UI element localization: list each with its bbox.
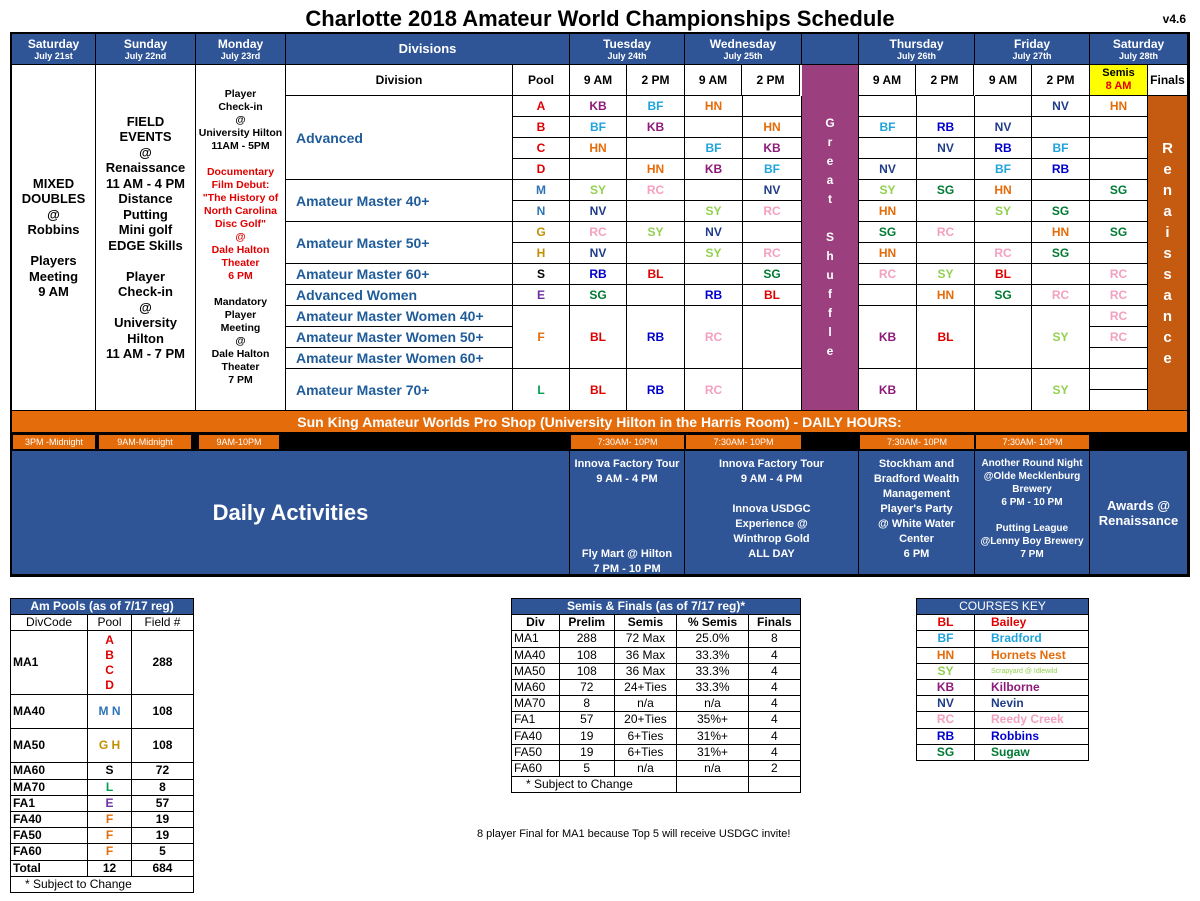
division-name: Advanced Women xyxy=(286,285,513,306)
course-cell: HN xyxy=(627,159,685,180)
pool-cell: B xyxy=(513,117,570,138)
day-header: Wednesday July 25th xyxy=(685,34,802,65)
semis-finals-table xyxy=(511,598,801,793)
course-cell: SY xyxy=(917,264,975,285)
course-cell: NV xyxy=(685,222,743,243)
course-cell: RB xyxy=(627,306,685,369)
division-name: Amateur Master 50+ xyxy=(286,222,513,264)
course-cell xyxy=(917,201,975,222)
division-name: Advanced xyxy=(286,96,513,180)
table-row: MA70 L 8 xyxy=(11,779,194,795)
course-cell: RB xyxy=(975,138,1032,159)
hours-cell: 7:30AM- 10PM xyxy=(860,435,974,449)
semis-header: Semis 8 AM xyxy=(1090,65,1148,96)
course-cell xyxy=(627,285,685,306)
pool-cell: D xyxy=(513,159,570,180)
course-cell xyxy=(975,96,1032,117)
time-header: 9 AM xyxy=(570,65,627,96)
course-cell: RC xyxy=(917,222,975,243)
schedule-grid xyxy=(10,32,1190,577)
course-cell xyxy=(917,159,975,180)
great-shuffle-column: G r e a t S h u f f l e xyxy=(802,65,859,411)
course-cell: SG xyxy=(570,285,627,306)
division-name: Amateur Master Women 40+ xyxy=(286,306,513,327)
pool-cell: S xyxy=(513,264,570,285)
course-cell: RB xyxy=(917,117,975,138)
course-cell xyxy=(627,138,685,159)
day-header: Saturday July 21st xyxy=(12,34,96,65)
pool-cell: N xyxy=(513,201,570,222)
pool-cell: M xyxy=(513,180,570,201)
course-cell xyxy=(859,96,917,117)
course-cell xyxy=(685,117,743,138)
course-cell: RC xyxy=(859,264,917,285)
table-row: SG Sugaw xyxy=(917,744,1089,760)
page-title: Charlotte 2018 Amateur World Championships Schedule xyxy=(305,6,895,31)
course-cell xyxy=(627,201,685,222)
division-name: Amateur Master 70+ xyxy=(286,369,513,411)
course-cell: HN xyxy=(917,285,975,306)
column-header: Prelim xyxy=(559,615,614,631)
divisions-header: Divisions xyxy=(286,34,570,65)
day-header: Sunday July 22nd xyxy=(96,34,196,65)
course-cell xyxy=(975,306,1032,369)
table-row: Total 12 684 xyxy=(11,860,194,876)
pool-cell: H xyxy=(513,243,570,264)
table-row: MA50 G H 108 xyxy=(11,729,194,763)
course-cell: KB xyxy=(685,159,743,180)
table-row: FA1 E 57 xyxy=(11,795,194,811)
course-cell xyxy=(1032,180,1090,201)
course-cell: SY xyxy=(570,180,627,201)
column-header: Semis xyxy=(614,615,677,631)
division-col-header: Division xyxy=(286,65,513,96)
course-cell xyxy=(685,264,743,285)
course-cell: BL xyxy=(570,369,627,411)
course-cell: KB xyxy=(570,96,627,117)
column-header: Pool xyxy=(88,615,132,631)
course-cell: RC xyxy=(1090,285,1148,306)
course-cell: RC xyxy=(1090,327,1148,348)
table-row: RB Robbins xyxy=(917,728,1089,744)
final-note: 8 player Final for MA1 because Top 5 will receive USDGC invite! xyxy=(477,828,791,840)
table-row: FA60 F 5 xyxy=(11,844,194,860)
monday-events: Player Check-in @ University Hilton 11AM - 5PM Documentary Film Debut: "The History of North Carolina Disc Golf" @ Dale Halton Theater 6 PM Mandatory Player Meeting @ Dale Halton Theater 7 PM xyxy=(196,65,286,411)
course-cell: BF xyxy=(1032,138,1090,159)
table-row: MA60 S 72 xyxy=(11,763,194,779)
table-row: MA60 72 24+Ties 33.3% 4 xyxy=(512,679,801,695)
course-cell: NV xyxy=(917,138,975,159)
course-cell: HN xyxy=(1090,96,1148,117)
course-cell: SG xyxy=(1090,180,1148,201)
course-cell xyxy=(1090,390,1148,411)
course-cell: BL xyxy=(743,285,802,306)
hours-cell: 3PM -Midnight xyxy=(13,435,95,449)
column-header: Div xyxy=(512,615,560,631)
course-cell: RC xyxy=(685,306,743,369)
table-row: FA1 57 20+Ties 35%+ 4 xyxy=(512,712,801,728)
course-cell: BF xyxy=(685,138,743,159)
course-cell xyxy=(743,96,802,117)
course-cell xyxy=(1090,159,1148,180)
course-cell: BL xyxy=(627,264,685,285)
table-title: Am Pools (as of 7/17 reg) xyxy=(11,599,194,615)
course-cell: KB xyxy=(627,117,685,138)
course-cell: SG xyxy=(859,222,917,243)
course-cell: RC xyxy=(743,243,802,264)
course-cell: RB xyxy=(570,264,627,285)
course-cell: RB xyxy=(685,285,743,306)
table-row: MA70 8 n/a n/a 4 xyxy=(512,696,801,712)
table-row: BL Bailey xyxy=(917,615,1089,631)
course-cell: HN xyxy=(743,117,802,138)
pool-cell: E xyxy=(513,285,570,306)
course-cell: HN xyxy=(859,243,917,264)
header-spacer xyxy=(802,34,859,65)
course-cell: RC xyxy=(975,243,1032,264)
table-title: COURSES KEY xyxy=(917,599,1089,615)
table-row: MA50 108 36 Max 33.3% 4 xyxy=(512,663,801,679)
day-header: Tuesday July 24th xyxy=(570,34,685,65)
pool-cell: G xyxy=(513,222,570,243)
course-cell xyxy=(1090,243,1148,264)
course-cell: SY xyxy=(685,243,743,264)
course-cell: NV xyxy=(859,159,917,180)
course-cell: NV xyxy=(570,243,627,264)
table-row: SY Scrapyard @ Idlewild xyxy=(917,663,1089,679)
course-cell: BL xyxy=(570,306,627,369)
renaissance-column: R e n a i s s a n c e xyxy=(1148,96,1188,411)
course-cell: BL xyxy=(975,264,1032,285)
pool-col-header: Pool xyxy=(513,65,570,96)
course-cell: KB xyxy=(859,369,917,411)
table-note: * Subject to Change xyxy=(512,777,677,793)
course-cell: BF xyxy=(859,117,917,138)
column-header: Field # xyxy=(131,615,193,631)
course-cell: RC xyxy=(685,369,743,411)
course-cell xyxy=(1090,369,1148,390)
hours-cell: 7:30AM- 10PM xyxy=(571,435,684,449)
course-cell xyxy=(975,222,1032,243)
course-cell xyxy=(743,222,802,243)
course-cell: RC xyxy=(1090,306,1148,327)
course-cell xyxy=(975,369,1032,411)
course-cell: NV xyxy=(743,180,802,201)
column-header: % Semis xyxy=(677,615,749,631)
course-cell: SY xyxy=(627,222,685,243)
time-header: 9 AM xyxy=(859,65,916,96)
course-cell: HN xyxy=(1032,222,1090,243)
time-header: 2 PM xyxy=(627,65,685,96)
column-header: Finals xyxy=(748,615,800,631)
course-cell: BF xyxy=(627,96,685,117)
column-header: DivCode xyxy=(11,615,88,631)
courses-key-table xyxy=(916,598,1089,761)
hours-cell: 7:30AM- 10PM xyxy=(686,435,801,449)
am-pools-table xyxy=(10,598,194,893)
course-cell xyxy=(917,243,975,264)
table-title: Semis & Finals (as of 7/17 reg)* xyxy=(512,599,801,615)
table-row: FA50 19 6+Ties 31%+ 4 xyxy=(512,744,801,760)
course-cell xyxy=(743,306,802,369)
pool-cell: A xyxy=(513,96,570,117)
time-header: 2 PM xyxy=(916,65,974,96)
pool-cell: C xyxy=(513,138,570,159)
table-row: NV Nevin xyxy=(917,696,1089,712)
activity-thursday: Stockham and Bradford Wealth Management Player's Party @ White Water Center 6 PM xyxy=(859,451,975,575)
course-cell xyxy=(743,369,802,411)
course-cell: RC xyxy=(743,201,802,222)
course-cell: SY xyxy=(1032,369,1090,411)
course-cell: BF xyxy=(975,159,1032,180)
activity-saturday: Awards @ Renaissance xyxy=(1090,451,1188,575)
table-row: RC Reedy Creek xyxy=(917,712,1089,728)
day-header: Saturday July 28th xyxy=(1090,34,1188,65)
course-cell: RB xyxy=(627,369,685,411)
sunday-events: FIELD EVENTS @ Renaissance 11 AM - 4 PM Distance Putting Mini golf EDGE Skills Player Check-in @ University Hilton 11 AM - 7 PM xyxy=(96,65,196,411)
table-note: * Subject to Change xyxy=(11,876,194,892)
course-cell: RB xyxy=(1032,159,1090,180)
course-cell: SY xyxy=(685,201,743,222)
time-header: 9 AM xyxy=(975,65,1032,96)
hours-cell: 9AM-Midnight xyxy=(99,435,191,449)
course-cell: SG xyxy=(1032,201,1090,222)
course-cell: RC xyxy=(1090,264,1148,285)
course-cell xyxy=(1090,138,1148,159)
course-cell: KB xyxy=(743,138,802,159)
table-row: MA40 M N 108 xyxy=(11,695,194,729)
table-row: FA60 5 n/a n/a 2 xyxy=(512,760,801,776)
course-cell xyxy=(1090,117,1148,138)
activity-wednesday: Innova Factory Tour 9 AM - 4 PM Innova USDGC Experience @ Winthrop Gold ALL DAY xyxy=(685,451,859,575)
course-cell: HN xyxy=(859,201,917,222)
pool-cell: F xyxy=(513,306,570,369)
course-cell: RC xyxy=(1032,285,1090,306)
hours-cell: 7:30AM- 10PM xyxy=(976,435,1089,449)
time-header: 2 PM xyxy=(1032,65,1090,96)
course-cell: SG xyxy=(917,180,975,201)
finals-header: Finals xyxy=(1148,65,1188,96)
course-cell: SG xyxy=(1090,222,1148,243)
saturday-events: MIXED DOUBLES @ Robbins Players Meeting 9 AM xyxy=(12,65,96,411)
hours-cell: 9AM-10PM xyxy=(199,435,279,449)
course-cell xyxy=(917,369,975,411)
table-row: BF Bradford xyxy=(917,631,1089,647)
course-cell: SY xyxy=(1032,306,1090,369)
course-cell: NV xyxy=(975,117,1032,138)
course-cell: SG xyxy=(743,264,802,285)
table-row: MA1 288 72 Max 25.0% 8 xyxy=(512,631,801,647)
table-row: MA40 108 36 Max 33.3% 4 xyxy=(512,647,801,663)
course-cell xyxy=(917,96,975,117)
activity-tuesday: Innova Factory Tour 9 AM - 4 PM Fly Mart @ Hilton 7 PM - 10 PM xyxy=(570,451,685,575)
course-cell: NV xyxy=(570,201,627,222)
course-cell xyxy=(1032,264,1090,285)
course-cell xyxy=(627,243,685,264)
table-row: HN Hornets Nest xyxy=(917,647,1089,663)
course-cell: SY xyxy=(859,180,917,201)
course-cell: SG xyxy=(1032,243,1090,264)
course-cell: KB xyxy=(859,306,917,369)
pool-cell: L xyxy=(513,369,570,411)
course-cell: NV xyxy=(1032,96,1090,117)
course-cell xyxy=(570,159,627,180)
course-cell: HN xyxy=(685,96,743,117)
day-header: Monday July 23rd xyxy=(196,34,286,65)
activity-friday: Another Round Night @Olde Mecklenburg Brewery 6 PM - 10 PM Putting League @Lenny Boy Brewery 7 PM xyxy=(975,451,1090,575)
day-header: Friday July 27th xyxy=(975,34,1090,65)
daily-activities-label: Daily Activities xyxy=(12,451,570,575)
course-cell: SG xyxy=(975,285,1032,306)
division-name: Amateur Master Women 50+ xyxy=(286,327,513,348)
division-name: Amateur Master Women 60+ xyxy=(286,348,513,369)
division-name: Amateur Master 60+ xyxy=(286,264,513,285)
table-row: KB Kilborne xyxy=(917,679,1089,695)
table-row: FA40 F 19 xyxy=(11,811,194,827)
course-cell: RC xyxy=(627,180,685,201)
table-row: MA1 A B C D 288 xyxy=(11,631,194,695)
course-cell xyxy=(859,285,917,306)
course-cell: HN xyxy=(975,180,1032,201)
pro-shop-banner: Sun King Amateur Worlds Pro Shop (University Hilton in the Harris Room) - DAILY HOURS: xyxy=(12,411,1188,433)
course-cell xyxy=(1090,348,1148,369)
course-cell: BF xyxy=(743,159,802,180)
course-cell: HN xyxy=(570,138,627,159)
time-header: 9 AM xyxy=(685,65,742,96)
time-header: 2 PM xyxy=(742,65,800,96)
course-cell: BL xyxy=(917,306,975,369)
course-cell xyxy=(1032,117,1090,138)
course-cell: SY xyxy=(975,201,1032,222)
day-header: Thursday July 26th xyxy=(859,34,975,65)
course-cell xyxy=(685,180,743,201)
course-cell xyxy=(859,138,917,159)
table-row: FA50 F 19 xyxy=(11,828,194,844)
course-cell: RC xyxy=(570,222,627,243)
course-cell: BF xyxy=(570,117,627,138)
course-cell xyxy=(1090,201,1148,222)
table-row: FA40 19 6+Ties 31%+ 4 xyxy=(512,728,801,744)
division-name: Amateur Master 40+ xyxy=(286,180,513,222)
version-label: v4.6 xyxy=(1162,12,1186,26)
